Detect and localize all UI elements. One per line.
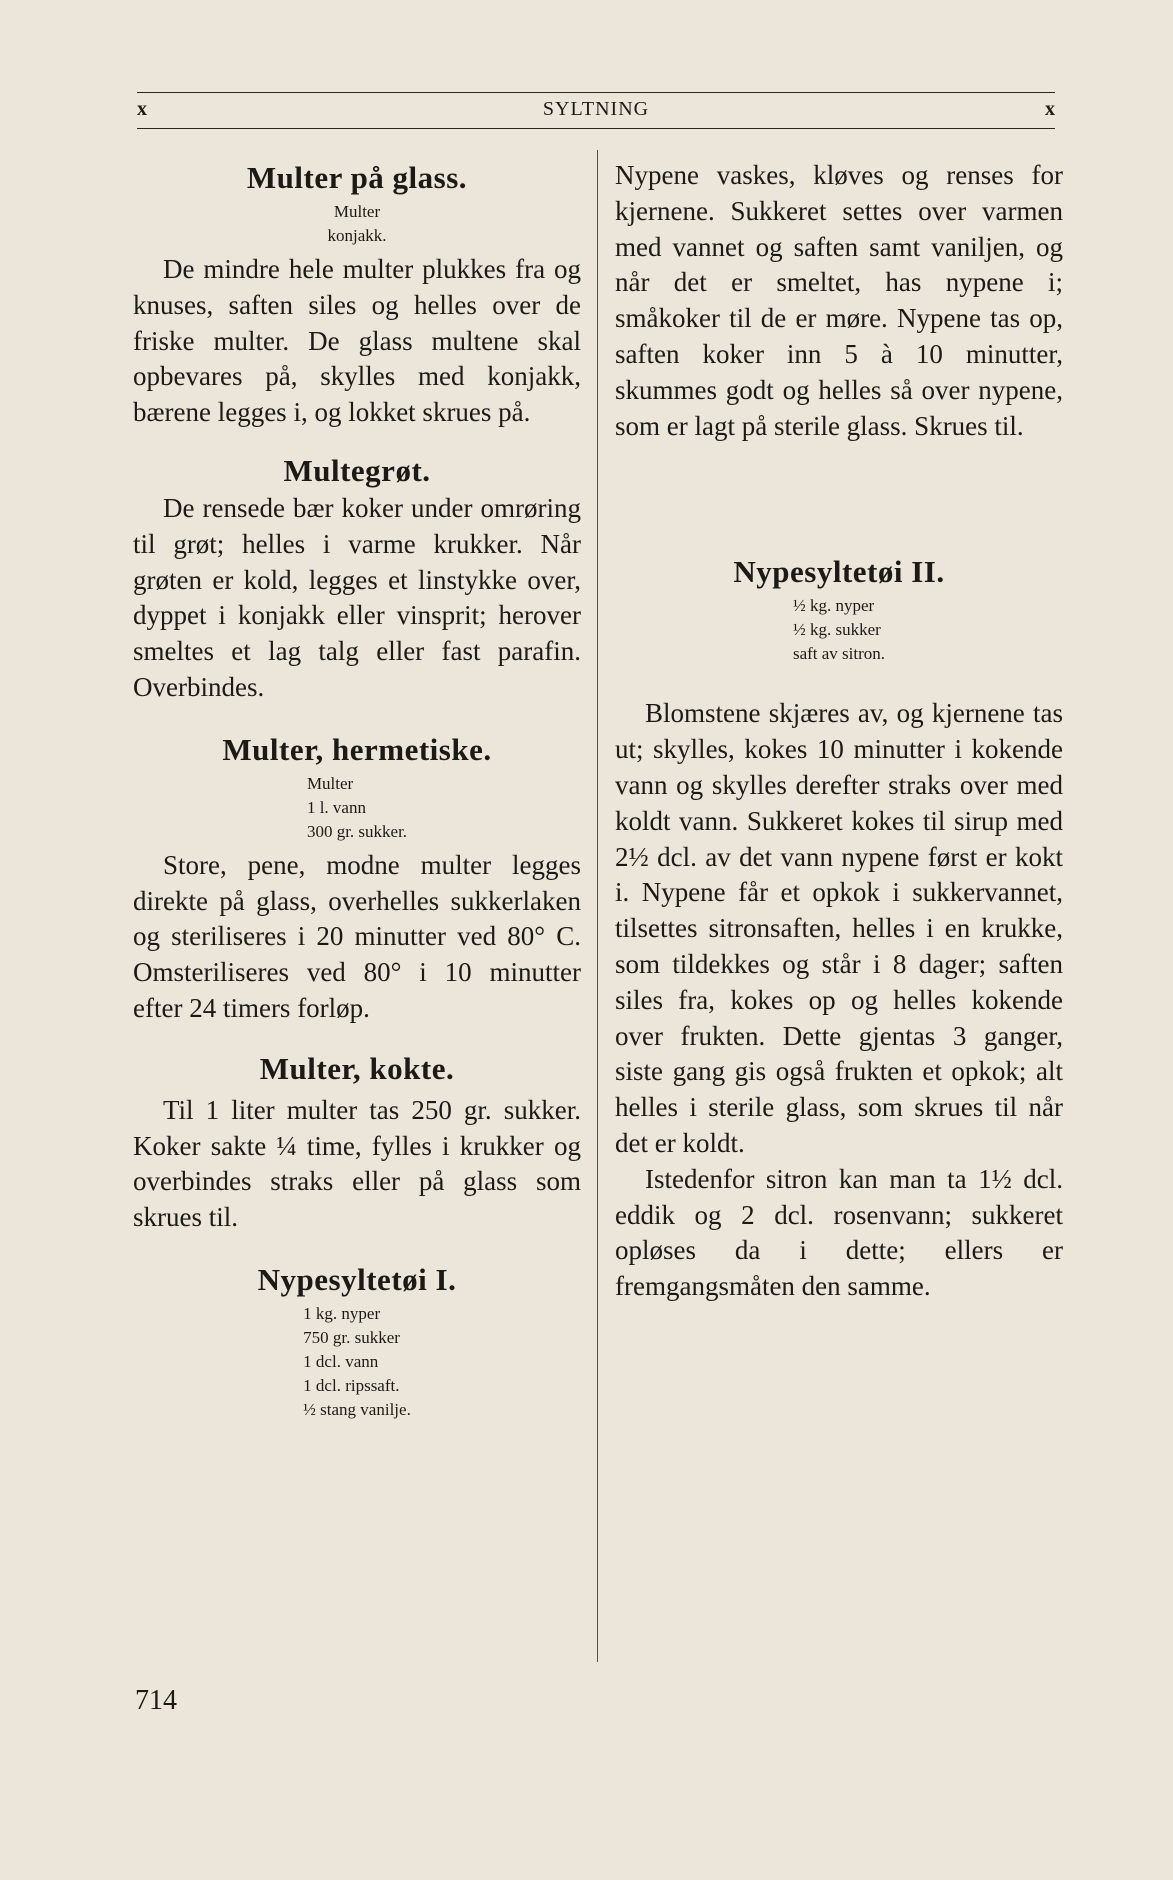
ingredient-list [133, 200, 581, 248]
ingredient: ½ kg. nyper [792, 596, 875, 616]
recipe-title: Nypesyltetøi II. [733, 554, 945, 590]
ingredient: 1 kg. nyper [303, 1303, 381, 1323]
recipe-text: Nypene vaskes, kløves og renses for kjernene. Sukkeret settes over varmen med vannet og saften samt vaniljen, og når det er smeltet, has nypene i; småkoker til de er møre. Nypene tas op, saften koker inn 5 à 10 minutter, skummes godt og helles så over nypene, som er lagt på sterile glass. Skrues til. [615, 160, 1063, 441]
recipe-continued [615, 158, 1063, 444]
left-column [133, 158, 581, 1426]
recipe-text: Istedenfor sitron kan man ta 1½ dcl. eddik og 2 dcl. rosenvann; sukkeret opløses da i dette; ellers er fremgangsmåten den samme. [615, 1163, 1063, 1302]
right-column [615, 158, 1063, 1305]
recipe-text: De rensede bær koker under omrøring til grøt; helles i varme krukker. Når grøten er kold, legges et linstykke over, dyppet i konjakk eller vinsprit; herover smeltes et lag talg eller fast parafin. Overbindes. [133, 492, 581, 702]
recipe-title: Multer, kokte. [259, 1050, 455, 1086]
ingredient: ½ kg. sukker [792, 620, 881, 640]
running-header [137, 98, 1055, 124]
recipe-text: Blomstene skjæres av, og kjernene tas ut; skylles, kokes 10 minutter i kokende vann og skylles derefter straks over med koldt vann. Sukkeret kokes til sirup med 2½ dcl. av det vann nypene først er kokt i. Nypene får et opkok i sukkervannet, tilsettes sitronsaften, helles i en krukke, som tildekkes og står i 8 dager; saften siles fra, kokes op og helles kokende over frukten. Dette gjentas 3 ganger, siste gang gis også frukten et opkok; alt helles i sterile glass, som skrues til når det er koldt. [615, 698, 1063, 1158]
recipe-text: Store, pene, modne multer legges direkte på glass, overhelles sukkerlaken og steriliseres i 20 minutter ved 80° C. Omsteriliseres ved 80° i 10 minutter efter 24 timers forløp. [133, 849, 581, 1023]
ingredient: saft av sitron. [792, 644, 886, 664]
recipe-multegrot [133, 451, 581, 706]
recipe-title: Nypesyltetøi I. [257, 1261, 457, 1297]
ingredient: Multer [306, 773, 354, 793]
recipe-title: Multer, hermetiske. [222, 731, 492, 767]
ingredient: 300 gr. sukker. [306, 821, 408, 841]
ingredient: 1 dcl. ripssaft. [303, 1375, 400, 1395]
ingredient-list [133, 772, 581, 844]
ingredient: 1 l. vann [306, 797, 366, 817]
ingredient: 750 gr. sukker [303, 1327, 400, 1347]
header-ornament-left: x [137, 98, 147, 120]
ingredient: Multer [333, 202, 381, 221]
ingredient-list [133, 1302, 581, 1422]
recipe-nypesyltetoi-1 [133, 1260, 581, 1422]
ingredient: 1 dcl. vann [303, 1351, 379, 1371]
header-rule-top [137, 92, 1055, 93]
recipe-title: Multer på glass. [246, 160, 468, 195]
page-number: 714 [135, 1685, 177, 1716]
recipe-multer-hermetiske [133, 730, 581, 1027]
recipe-multer-paa-glass [133, 158, 581, 431]
column-divider [597, 150, 598, 1662]
recipe-nypesyltetoi-2 [615, 552, 1063, 1305]
recipe-text: Til 1 liter multer tas 250 gr. sukker. Koker sakte ¼ time, fylles i krukker og overbindes straks eller på glass som skrues til. [133, 1094, 581, 1233]
recipe-text: De mindre hele multer plukkes fra og knuses, saften siles og helles over de friske multer. De glass multene skal opbevares på, skylles med konjakk, bærene legges i, og lokket skrues på. [133, 254, 581, 428]
running-title: SYLTNING [542, 98, 650, 120]
header-rule-bottom [137, 128, 1055, 129]
recipe-title: Multegrøt. [283, 452, 431, 488]
ingredient-list [615, 594, 1063, 666]
ingredient: ½ stang vanilje. [303, 1399, 411, 1419]
recipe-multer-kokte [133, 1049, 581, 1236]
header-ornament-right: x [1045, 98, 1055, 120]
ingredient: konjakk. [327, 226, 387, 245]
